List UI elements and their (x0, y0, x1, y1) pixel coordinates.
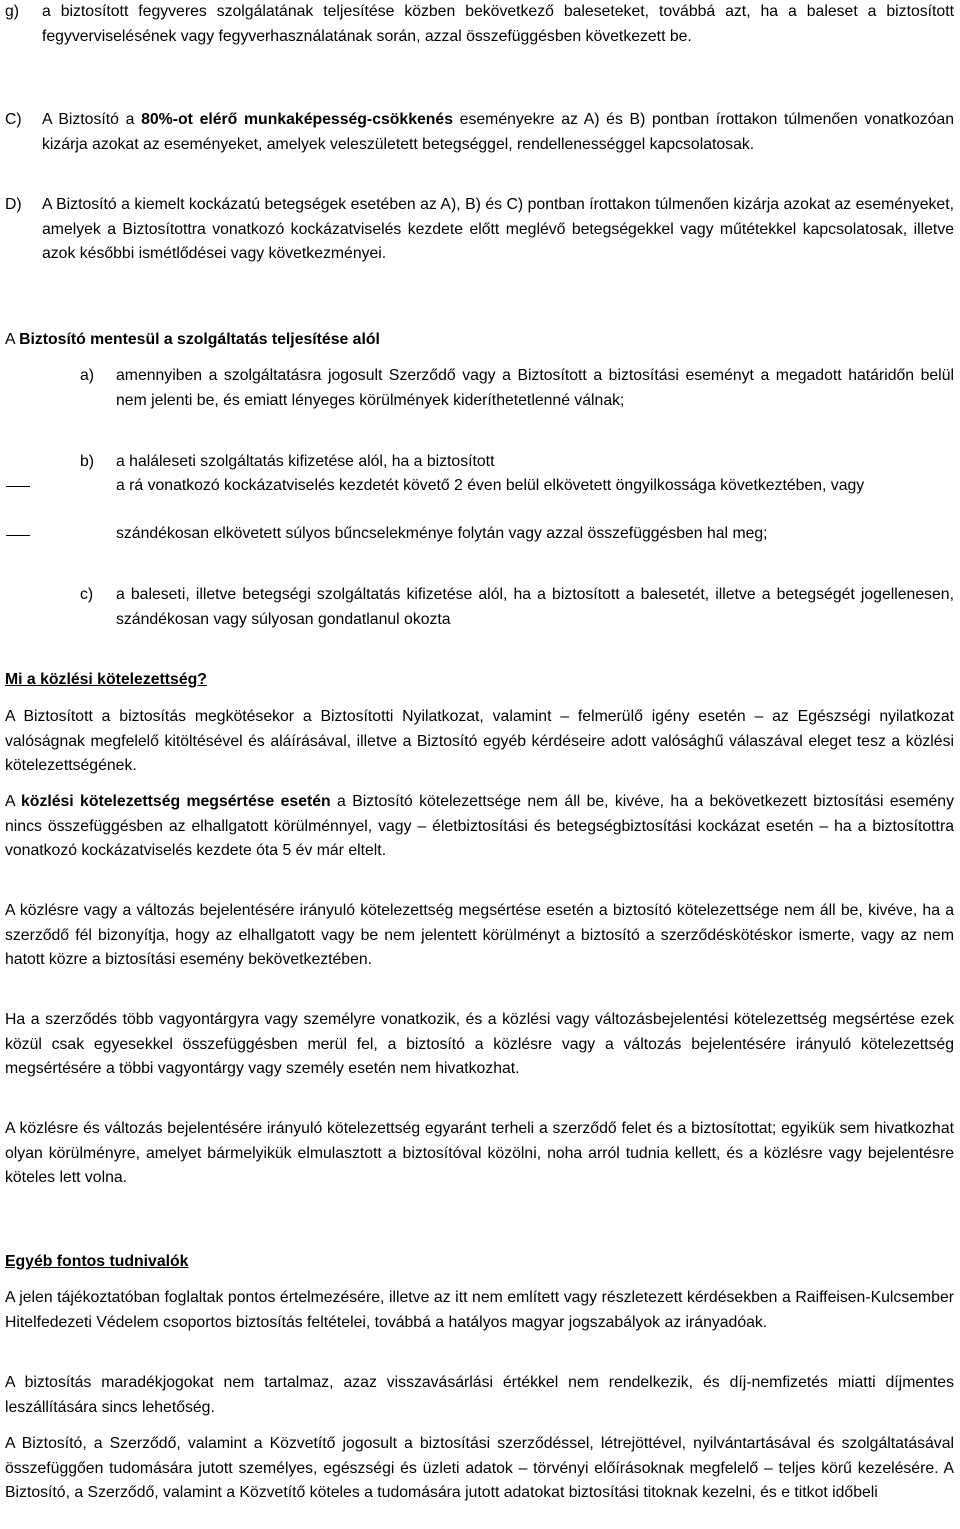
item-label-c-lower: c) (80, 586, 94, 603)
item-label-c: C) (5, 111, 22, 128)
paragraph-c-text-2: eseményekre az A) és B) pontban írottakon túlmenően vonatkozóan kizárja azokat az eseményeket, amelyek veleszületett betegséggel, rendellenességgel kapcsolatosak. (42, 111, 955, 153)
disclosure-paragraph-2 (5, 790, 954, 864)
item-label-g: g) (5, 3, 20, 20)
disclosure-paragraph-3: A közlésre vagy a változás bejelentésére irányuló kötelezettség megsértése esetén a biztosító kötelezettsége nem áll be, kivéve, ha a szerződő fél bizonyítja, hogy az elhallgatott vagy be nem jelentett körülményt a biztosító a szerződéskötéskor ismerte, vagy az nem hatott közre a biztosítási esemény bekövetkeztében. (5, 902, 954, 969)
other-paragraph-2: A biztosítás maradékjogokat nem tartalmaz, azaz visszavásárlási értékkel nem rendelkezik, és díj-nemfizetés miatti díjmentes leszállítására sincs lehetőség. (5, 1374, 954, 1416)
dash-bullet (6, 535, 30, 536)
exemption-heading-bold: Biztosító mentesül a szolgáltatás teljesítése alól (19, 331, 380, 348)
disclosure-paragraph-4: Ha a szerződés több vagyontárgyra vagy személyre vonatkozik, és a közlési vagy változásbejelentési kötelezettség megsértése ezek közül csak egyesekkel összefüggésben merül fel, a biztosító a közlésre vagy a változás bejelentésére irányuló kötelezettség megsértésére a többi vagyontárgy vagy személy esetén nem hivatkozhat. (5, 1011, 954, 1078)
exemption-dash-2: szándékosan elkövetett súlyos bűncselekménye folytán vagy azzal összefüggésben hal meg; (116, 525, 768, 542)
exemption-item-a: amennyiben a szolgáltatásra jogosult Szerződő vagy a Biztosított a biztosítási eseményt a megadott határidőn belül nem jelenti be, és emiatt lényeges körülmények kideríthetetlenné válnak; (116, 367, 954, 409)
exemption-item-c: a baleseti, illetve betegségi szolgáltatás kifizetése alól, ha a biztosított a balesetét, illetve a betegségét jogellenesen, szándékosan vagy súlyosan gondatlanul okozta (116, 586, 954, 628)
dash-bullet (6, 486, 30, 487)
paragraph-g: a biztosított fegyveres szolgálatának teljesítése közben bekövetkező baleseteket, továbbá azt, ha a baleset a biztosított fegyverviselésének vagy fegyverhasználatának során, azzal összefüggésben következett be. (42, 3, 954, 45)
paragraph-c (42, 108, 954, 157)
other-paragraph-1: A jelen tájékoztatóban foglaltak pontos értelmezésére, illetve az itt nem említett vagy részletezett kérdésekben a Raiffeisen-Kulcsember Hitelfedezeti Védelem csoportos biztosítás feltételei, továbbá a hatályos magyar jogszabályok az irányadóak. (5, 1289, 954, 1331)
disclosure-p2-post: a Biztosító kötelezettsége nem áll be, kivéve, ha a bekövetkezett biztosítási esemény nincs összefüggésben az elhallgatott körülménnyel, vagy – életbiztosítási és betegségbiztosítási kockázat esetén – ha a biztosítottra vonatkozó kockázatviselés kezdete óta 5 év már eltelt. (5, 793, 954, 860)
paragraph-d: A Biztosító a kiemelt kockázatú betegségek esetében az A), B) és C) pontban írottakon túlmenően kizárja azokat az eseményeket, amelyek a Biztosítottra vonatkozó kockázatviselés kezdete előtt meglévő betegségekkel vagy műtétekkel kapcsolatosak, illetve azok későbbi ismétlődései vagy következményei. (42, 196, 954, 263)
item-label-a: a) (80, 367, 95, 384)
section-heading-other: Egyéb fontos tudnivalók (5, 1253, 189, 1270)
disclosure-paragraph-1: A Biztosított a biztosítás megkötésekor a Biztosítotti Nyilatkozat, valamint – felmerülő igény esetén – az Egészségi nyilatkozat valóságnak megfelelő kitöltésével és aláírásával, illetve a Biztosító egyéb kérdéseire adott valósághű válaszával eleget tesz a közlési kötelezettségének. (5, 708, 954, 775)
disclosure-p2-pre: A (5, 793, 22, 810)
exemption-item-b: a haláleseti szolgáltatás kifizetése alól, ha a biztosított (116, 453, 495, 470)
exemption-dash-1: a rá vonatkozó kockázatviselés kezdetét követő 2 éven belül elkövetett öngyilkossága következtében, vagy (116, 477, 865, 494)
section-heading-disclosure: Mi a közlési kötelezettség? (5, 671, 207, 688)
disclosure-paragraph-5: A közlésre és változás bejelentésére irányuló kötelezettség egyaránt terheli a szerződő felet és a biztosítottat; egyikük sem hivatkozhat olyan körülményre, amelyet bármelyikük elmulasztott a biztosítóval közölni, noha arról tudnia kellett, és a közlésre vagy bejelentésre köteles lett volna. (5, 1120, 954, 1187)
paragraph-c-text-1: A Biztosító a (42, 111, 142, 128)
paragraph-c-bold: 80%-ot elérő munkaképesség-csökkenés (141, 111, 453, 128)
exemption-heading (5, 328, 954, 353)
item-label-b: b) (80, 453, 95, 470)
other-paragraph-3: A Biztosító, a Szerződő, valamint a Közvetítő jogosult a biztosítási szerződéssel, létrejöttével, nyilvántartásával és szolgáltatásával összefüggően tudomására jutott személyes, egészségi és üzleti adatok – törvényi előírásoknak megfelelő – teljes körű kezelésére. A Biztosító, a Szerződő, valamint a Közvetítő köteles a tudomására jutott adatokat biztosítási titoknak kezelni, és e titkot időbeli (5, 1435, 954, 1502)
disclosure-p2-bold: közlési kötelezettség megsértése esetén (21, 793, 331, 810)
exemption-heading-pre: A (5, 331, 20, 348)
item-label-d: D) (5, 196, 22, 213)
